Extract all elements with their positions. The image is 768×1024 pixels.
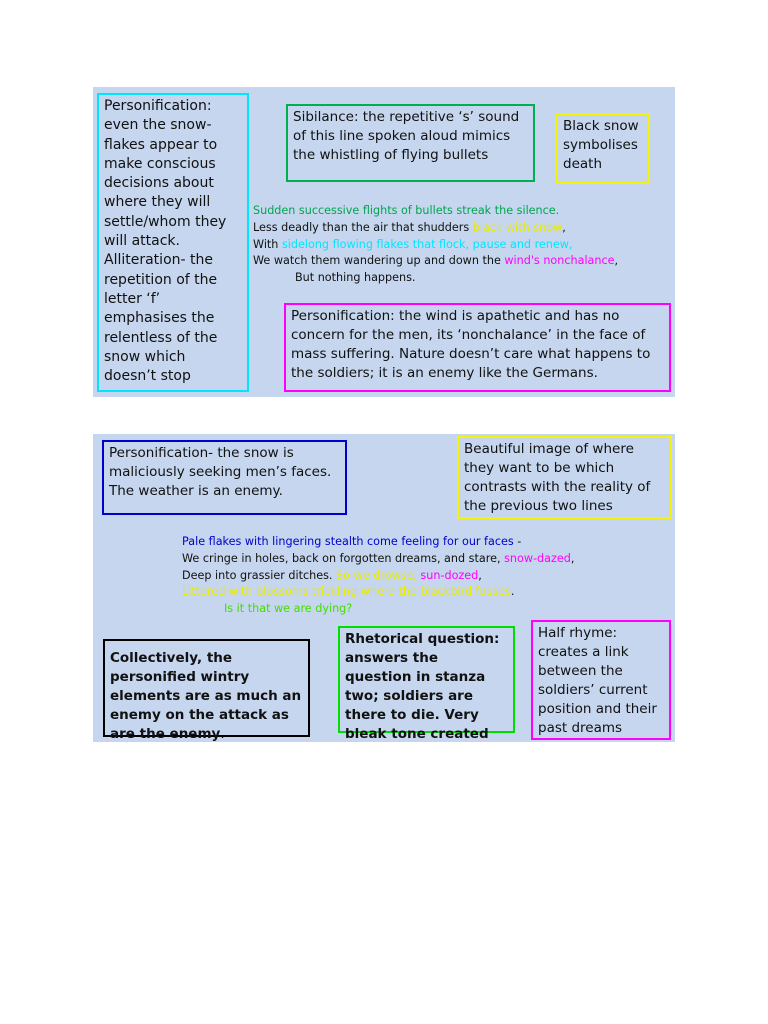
note-text: Collectively, the personified wintry elements are as much an enemy on the attack as are the enemy	[110, 650, 302, 742]
note-collectively	[103, 639, 310, 742]
poem-highlight: snow-dazed	[504, 551, 571, 565]
poem-line	[182, 601, 574, 618]
annotation-panel-2	[93, 434, 675, 742]
poem-stanza-1	[253, 203, 618, 287]
poem-highlight: black with snow	[472, 220, 563, 234]
poem-text: ,	[478, 568, 482, 582]
poem-line	[253, 270, 618, 287]
poem-line	[182, 551, 574, 568]
note-half-rhyme	[531, 620, 671, 740]
poem-text: Deep into grassier ditches.	[182, 568, 337, 582]
note-text: Black snow symbolises death	[563, 118, 639, 172]
note-text: Personification: even the snow-flakes appear to make conscious decisions about where they will settle/whom they will attack. Alliteration- the repetition of the letter ‘f’ emphasises the relentless of the snow which doesn’t stop	[104, 98, 227, 385]
poem-text: ,	[614, 254, 619, 268]
poem-text: With	[253, 237, 282, 251]
poem-text: Less deadly than the air that shudders	[253, 220, 473, 234]
poem-stanza-2	[182, 534, 574, 618]
poem-highlight: sun-dozed	[420, 568, 479, 582]
note-text: Personification- the snow is maliciously seeking men’s faces. The weather is an enemy.	[109, 445, 332, 499]
poem-highlight: wind's nonchalance	[504, 254, 615, 268]
note-snow-enemy	[102, 440, 347, 515]
note-wind-personification	[284, 303, 671, 392]
poem-line	[182, 584, 574, 601]
poem-text: We cringe in holes, back on forgotten dreams, and stare,	[182, 551, 505, 565]
poem-text: Pale flakes with lingering stealth come feeling for our faces	[182, 535, 514, 548]
note-text: Sibilance: the repetitive ‘s’ sound of this line spoken aloud mimics the whistling of flying bullets	[293, 109, 520, 163]
poem-line	[182, 534, 574, 551]
poem-text: -	[513, 535, 522, 548]
poem-line	[253, 253, 618, 270]
poem-highlight: sidelong flowing flakes that flock, pause and renew,	[281, 237, 573, 251]
poem-text: .	[510, 585, 515, 599]
note-black-snow	[556, 113, 650, 184]
poem-line	[182, 568, 574, 585]
note-text: Half rhyme: creates a link between the soldiers’ current position and their past dreams	[538, 625, 657, 736]
poem-text: Sudden successive flights of bullets streak the silence.	[253, 204, 560, 217]
poem-line	[253, 237, 618, 254]
note-beautiful-image	[457, 436, 672, 519]
poem-text: ,	[562, 220, 566, 234]
poem-text: But nothing happens.	[295, 271, 416, 285]
poem-highlight: Littered with blossoms trickling where the blackbird fusses	[182, 585, 511, 599]
poem-line	[253, 220, 618, 237]
poem-text: We watch them wandering up and down the	[253, 254, 505, 268]
poem-text: ,	[570, 551, 575, 565]
note-text: Beautiful image of where they want to be which contrasts with the reality of the previous two lines	[464, 441, 651, 514]
poem-highlight: So we drowse,	[336, 568, 421, 582]
note-text: .	[220, 726, 225, 742]
note-rhetorical-question	[338, 626, 515, 742]
annotation-panel-1	[93, 87, 675, 397]
poem-line	[253, 203, 618, 220]
note-text: Personification: the wind is apathetic and has no concern for the men, its ‘nonchalance’ in the face of mass suffering. Nature doesn’t care what happens to the soldiers; it is an enemy like the Germans.	[291, 308, 651, 381]
note-sibilance	[286, 104, 535, 182]
note-text: Rhetorical question: answers the question in stanza two; soldiers are there to die. Very bleak tone created	[345, 631, 500, 742]
poem-highlight: Is it that we are dying?	[224, 602, 353, 616]
note-personification-alliteration	[97, 93, 249, 392]
